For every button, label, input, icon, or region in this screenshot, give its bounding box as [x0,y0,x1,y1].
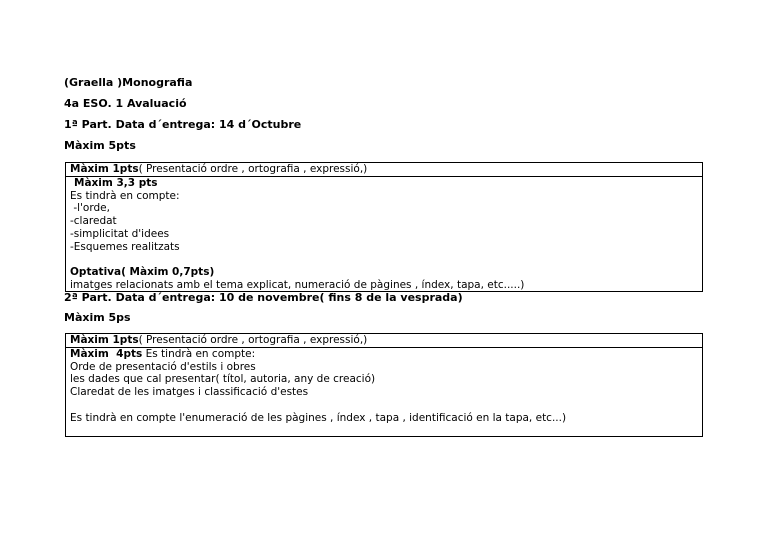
part1-heading: 1ª Part. Data d´entrega: 14 d´Octubre [64,118,302,131]
table2-head-bold: Màxim 1pts [70,334,139,346]
table1-optional-heading: Optativa( Màxim 0,7pts) [70,266,215,279]
table2-item: Claredat de les imatges i classificació d'estes [70,386,309,399]
table1-item: -Esquemes realitzats [70,240,180,253]
part1-max: Màxim 5pts [64,139,136,152]
table1-item: -simplicitat d'idees [70,227,170,240]
table1-sub-heading: Màxim 3,3 pts [74,176,158,189]
rubric-table-part1 [65,162,703,292]
table1-head-text: ( Presentació ordre , ortografia , expressió,) [138,163,368,175]
table2-head-text: ( Presentació ordre , ortografia , expressió,) [138,334,368,346]
course-line: 4a ESO. 1 Avaluació [64,97,187,110]
table2-note: Es tindrà en compte l'enumeració de les pàgines , índex , tapa , identificació en la tapa, etc...) [70,411,567,424]
table1-intro: Es tindrà en compte: [70,189,180,202]
table2-header-row [66,334,702,348]
part2-heading: 2ª Part. Data d´entrega: 10 de novembre( fins 8 de la vesprada) [64,291,463,304]
part2-max: Màxim 5ps [64,311,131,324]
table1-header-row [66,163,702,177]
table1-item: -l'orde, [70,202,110,215]
table1-item: -claredat [70,215,117,228]
rubric-table-part2 [65,333,703,437]
table1-optional-text: imatges relacionats amb el tema explicat, numeració de pàgines , índex, tapa, etc.....) [70,279,525,292]
document-title: (Graella )Monografia [64,76,193,89]
table2-sub-heading: Màxim 4pts Es tindrà en compte: [70,347,256,360]
table1-head-bold: Màxim 1pts [70,163,139,175]
table2-item: les dades que cal presentar( títol, autoria, any de creació) [70,373,376,386]
table2-item: Orde de presentació d'estils i obres [70,360,256,373]
